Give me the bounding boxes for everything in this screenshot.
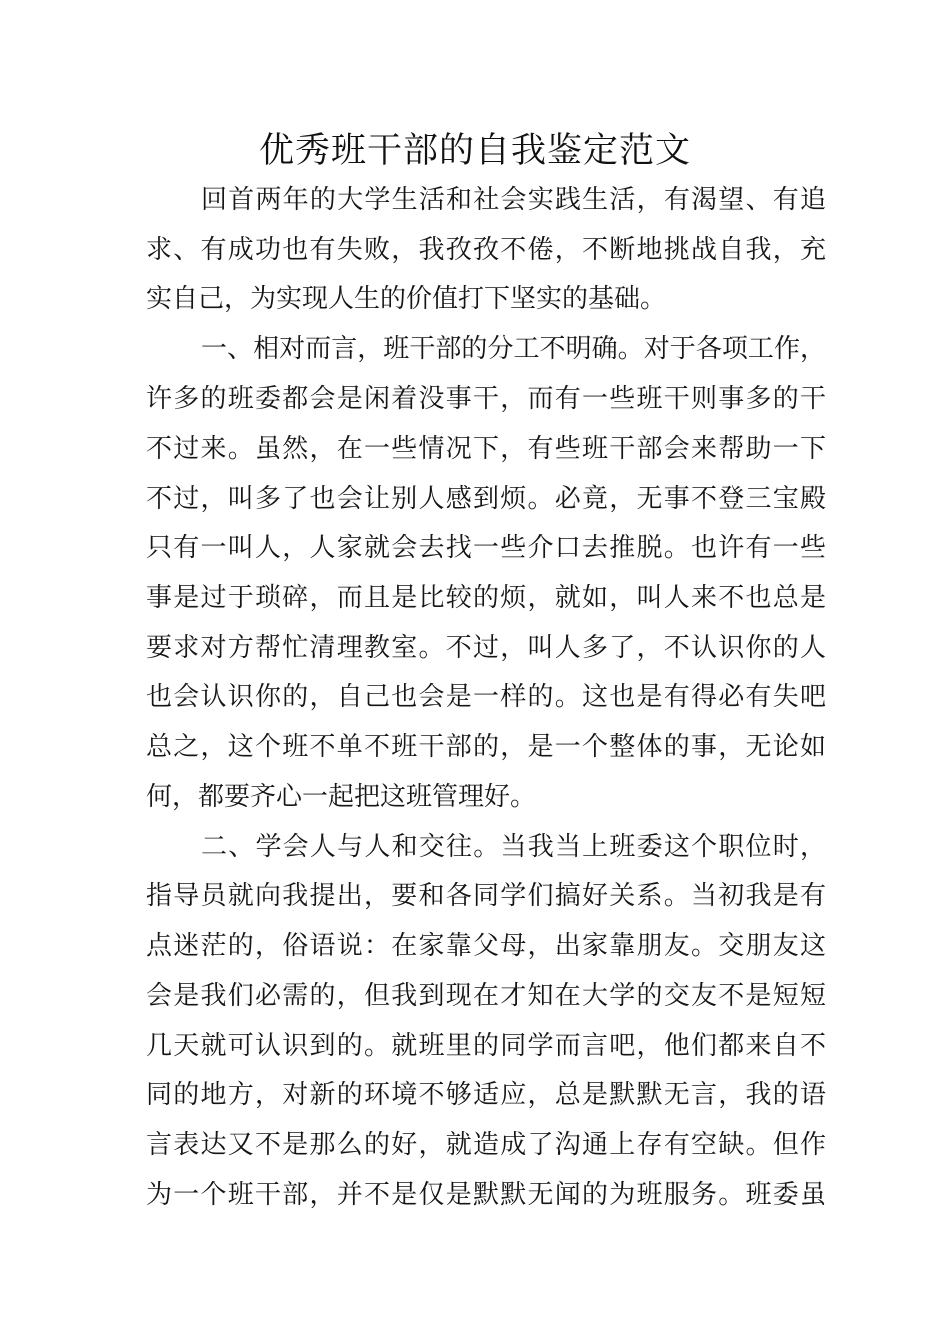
paragraph-3-line-3: 点迷茫的，俗语说：在家靠父母，出家靠朋友。交朋友这	[146, 931, 826, 961]
paragraph-3-line-5: 几天就可认识到的。就班里的同学而言吧，他们都来自不	[146, 1031, 826, 1061]
paragraph-2-line-3: 不过来。虽然，在一些情况下，有些班干部会来帮助一下	[146, 434, 826, 464]
paragraph-2-line-2: 许多的班委都会是闲着没事干，而有一些班干则事多的干	[146, 384, 826, 414]
paragraph-2-line-6: 事是过于琐碎，而且是比较的烦，就如，叫人来不也总是	[146, 583, 826, 613]
paragraph-3-line-8: 为一个班干部，并不是仅是默默无闻的为班服务。班委虽	[146, 1180, 826, 1210]
paragraph-3-line-1: 二、学会人与人和交往。当我当上班委这个职位时，	[201, 832, 826, 862]
paragraph-1-line-3: 实自己，为实现人生的价值打下坚实的基础。	[146, 284, 667, 314]
paragraph-2-line-9: 总之，这个班不单不班干部的，是一个整体的事，无论如	[146, 732, 826, 762]
paragraph-3-line-2: 指导员就向我提出，要和各同学们搞好关系。当初我是有	[146, 881, 826, 911]
paragraph-2-line-1: 一、相对而言，班干部的分工不明确。对于各项工作，	[201, 334, 826, 364]
paragraph-2-line-10: 何，都要齐心一起把这班管理好。	[146, 782, 537, 812]
paragraph-3-line-6: 同的地方，对新的环境不够适应，总是默默无言，我的语	[146, 1080, 826, 1110]
paragraph-2-line-7: 要求对方帮忙清理教室。不过，叫人多了，不认识你的人	[146, 633, 826, 663]
paragraph-3-line-7: 言表达又不是那么的好，就造成了沟通上存有空缺。但作	[146, 1130, 826, 1160]
document-title: 优秀班干部的自我鉴定范文	[258, 131, 691, 171]
paragraph-3-line-4: 会是我们必需的，但我到现在才知在大学的交友不是短短	[146, 981, 826, 1011]
paragraph-2-line-4: 不过，叫多了也会让别人感到烦。必竟，无事不登三宝殿	[146, 484, 826, 514]
paragraph-1-line-2: 求、有成功也有失败，我孜孜不倦，不断地挑战自我，充	[146, 235, 826, 265]
paragraph-2-line-8: 也会认识你的，自己也会是一样的。这也是有得必有失吧	[146, 682, 826, 712]
paragraph-2-line-5: 只有一叫人，人家就会去找一些介口去推脱。也许有一些	[146, 533, 826, 563]
paragraph-1-line-1: 回首两年的大学生活和社会实践生活，有渴望、有追	[201, 185, 826, 215]
